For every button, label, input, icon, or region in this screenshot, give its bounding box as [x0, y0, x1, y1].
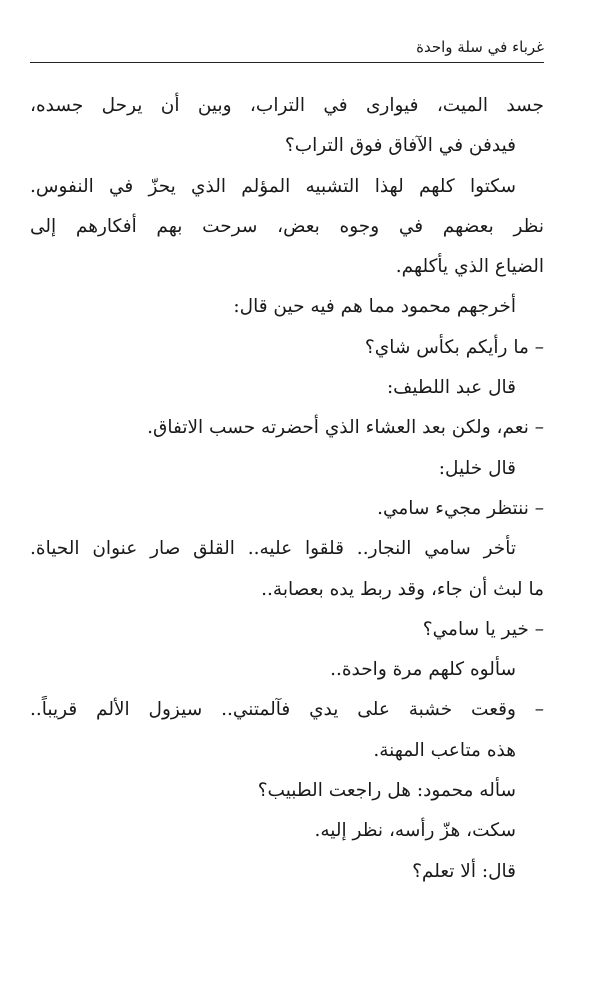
- text-line: قال عبد اللطيف:: [386, 377, 516, 399]
- text-line: أخرجهم محمود مما هم فيه حين قال:: [233, 296, 516, 318]
- dialogue-line: – وقعت خشبة على يدي فآلمتني.. سيزول الألم قريباً..: [30, 699, 544, 721]
- text-line: فيدفن في الآفاق فوق التراب؟: [284, 135, 516, 157]
- running-title: غرباء في سلة واحدة: [416, 38, 544, 56]
- text-line: قال خليل:: [438, 457, 516, 479]
- text-line: هذه متاعب المهنة.: [373, 739, 516, 761]
- text-line: سكتوا كلهم لهذا التشبيه المؤلم الذي يحزّ في النفوس.: [30, 175, 516, 197]
- text-line: قال: ألا تعلم؟: [412, 860, 516, 882]
- body-text: [30, 86, 544, 892]
- text-line: الضياع الذي يأكلهم.: [395, 256, 544, 278]
- dialogue-line: – ما رأيكم بكأس شاي؟: [364, 336, 544, 358]
- dialogue-line: – نعم، ولكن بعد العشاء الذي أحضرته حسب الاتفاق.: [147, 417, 544, 439]
- text-line: جسد الميت، فيوارى في التراب، وبين أن يرحل جسده،: [30, 95, 544, 116]
- text-line: سكت، هزّ رأسه، نظر إليه.: [314, 820, 516, 842]
- dialogue-line: – ننتظر مجيء سامي.: [377, 497, 544, 519]
- text-line: تأخر سامي النجار.. قلقوا عليه.. القلق صار عنوان الحياة.: [30, 538, 516, 560]
- text-line: سألوه كلهم مرة واحدة..: [330, 659, 516, 681]
- text-line: سأله محمود: هل راجعت الطبيب؟: [257, 780, 516, 802]
- text-line: نظر بعضهم في وجوه بعض، سرحت بهم أفكارهم إلى: [30, 215, 544, 237]
- running-header: [30, 36, 544, 63]
- text-line: ما لبث أن جاء، وقد ربط يده بعصابة..: [261, 578, 544, 600]
- dialogue-line: – خير يا سامي؟: [422, 618, 544, 640]
